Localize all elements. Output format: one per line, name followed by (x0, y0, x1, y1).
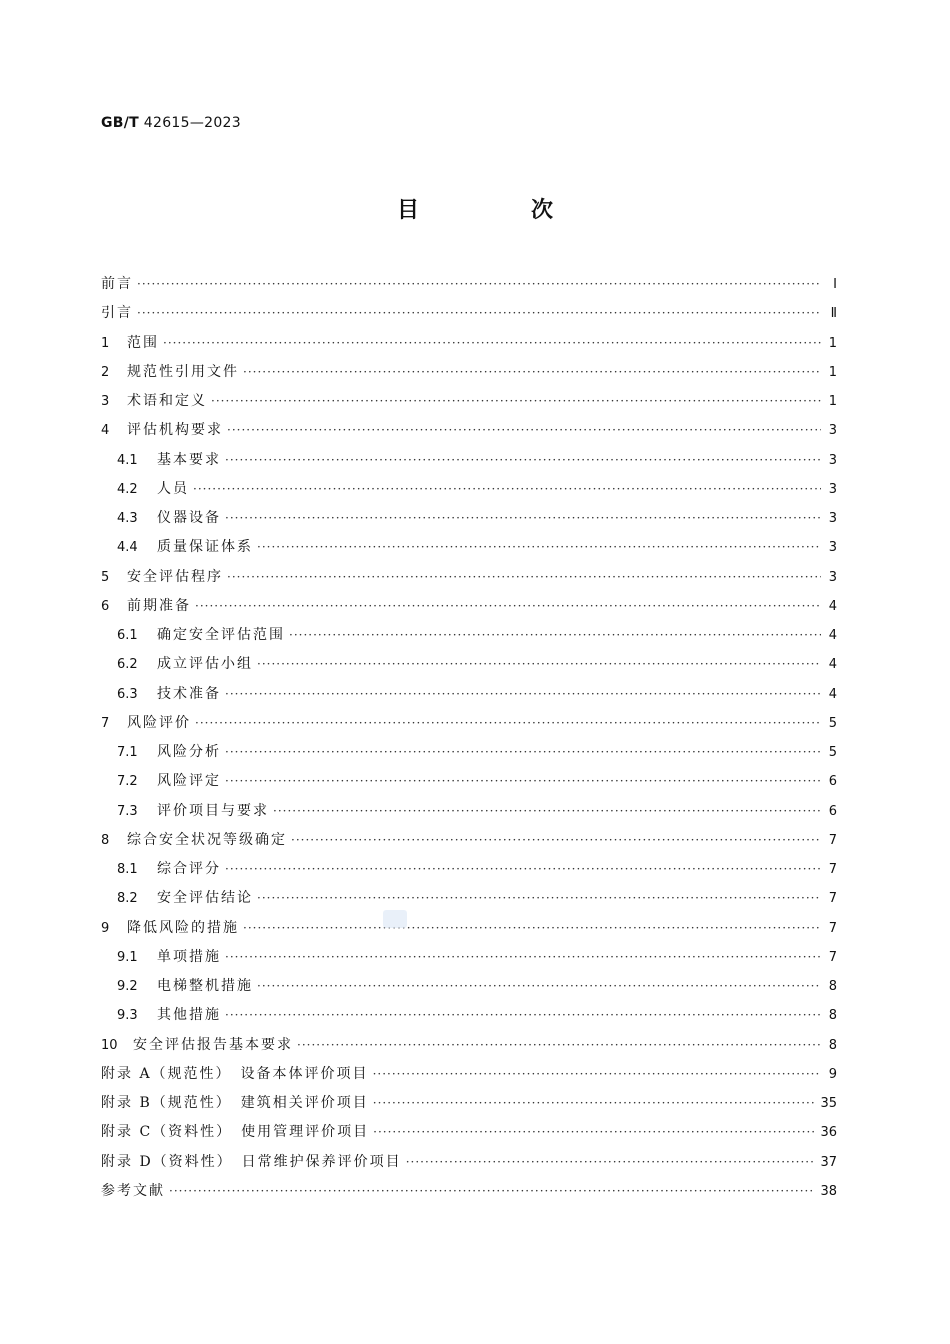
toc-entry-label: 附录 B（规范性） 建筑相关评价项目 (101, 1095, 369, 1111)
toc-entry-page: 5 (828, 715, 837, 731)
toc-entry-page: 4 (828, 686, 837, 702)
toc-leader-dots (257, 650, 821, 679)
toc-entry-number: 5 (101, 569, 110, 585)
toc-entry-label: 风险评定 (157, 773, 221, 790)
toc-entry[interactable] (101, 826, 837, 855)
toc-leader-dots (225, 943, 821, 972)
toc-entry[interactable] (101, 1031, 837, 1060)
standard-prefix: GB/T (101, 115, 140, 131)
toc-entry-page: 8 (828, 979, 837, 994)
toc-entry-label: 安全评估报告基本要求 (133, 1036, 293, 1053)
toc-entry-number: 8.2 (117, 891, 138, 907)
toc-entry-number: 7.3 (117, 803, 138, 819)
table-of-contents (101, 270, 837, 1206)
toc-entry-label: 范围 (127, 334, 159, 351)
watermark-logo (383, 910, 407, 928)
toc-entry-page: 3 (828, 511, 837, 526)
toc-entry-page: 7 (828, 891, 837, 907)
toc-leader-dots (227, 416, 821, 445)
toc-entry-page: 3 (828, 423, 837, 439)
toc-leader-dots (211, 387, 821, 416)
toc-entry-number: 4 (101, 423, 110, 439)
toc-entry-page: 6 (828, 803, 837, 819)
toc-entry-page: 8 (828, 1008, 837, 1024)
toc-entry-label: 评估机构要求 (127, 422, 223, 439)
toc-leader-dots (225, 1001, 821, 1030)
toc-entry-page: 37 (820, 1154, 837, 1170)
toc-entry[interactable] (101, 709, 837, 738)
toc-leader-dots (273, 797, 821, 826)
toc-entry-number: 4.2 (117, 481, 138, 497)
toc-entry-page: 38 (820, 1183, 837, 1199)
toc-entry-number: 9.3 (117, 1008, 138, 1024)
toc-entry[interactable] (101, 680, 837, 709)
toc-leader-dots (297, 1031, 821, 1060)
toc-entry-number: 9 (101, 920, 110, 936)
toc-entry[interactable] (101, 387, 837, 416)
toc-entry-page: 1 (828, 364, 837, 380)
toc-entry-number: 9.1 (117, 949, 138, 965)
toc-leader-dots (257, 972, 821, 1001)
toc-entry[interactable] (101, 1177, 837, 1206)
toc-leader-dots (137, 270, 821, 299)
toc-entry-page: 4 (828, 598, 837, 614)
toc-entry-page: 1 (828, 335, 837, 351)
toc-entry-label: 评价项目与要求 (157, 802, 269, 819)
toc-leader-dots (225, 738, 821, 767)
toc-entry[interactable] (101, 358, 837, 387)
toc-entry-number: 3 (101, 394, 110, 409)
toc-entry-label: 风险分析 (157, 744, 221, 760)
toc-entry-number: 8.1 (117, 862, 138, 877)
toc-entry-label: 前言 (101, 276, 133, 292)
toc-entry-page: 36 (820, 1125, 837, 1141)
toc-entry-label: 前期准备 (127, 597, 191, 614)
toc-entry-page: 6 (828, 774, 837, 790)
toc-entry[interactable] (101, 1118, 837, 1147)
toc-entry-page: 35 (820, 1096, 837, 1111)
toc-entry-page: 3 (828, 569, 837, 585)
toc-entry-label: 电梯整机措施 (157, 978, 253, 994)
toc-entry-label: 质量保证体系 (157, 539, 253, 556)
toc-entry-number: 4.1 (117, 452, 138, 468)
standard-code: 42615—2023 (143, 115, 241, 131)
toc-entry-label: 降低风险的措施 (127, 919, 239, 936)
toc-entry[interactable] (101, 621, 837, 650)
toc-entry-number: 1 (101, 335, 110, 351)
toc-entry-number: 7.1 (117, 745, 138, 760)
toc-entry-number: 2 (101, 364, 110, 380)
toc-entry[interactable] (101, 446, 837, 475)
toc-entry-label: 综合安全状况等级确定 (127, 831, 287, 848)
toc-entry[interactable] (101, 299, 837, 328)
toc-entry[interactable] (101, 943, 837, 972)
toc-entry-number: 6 (101, 598, 110, 614)
toc-leader-dots (225, 855, 821, 884)
toc-entry-page: 9 (828, 1066, 837, 1082)
toc-entry-page: 5 (828, 745, 837, 760)
toc-entry-number: 9.2 (117, 979, 138, 994)
toc-entry-label: 技术准备 (157, 685, 221, 702)
toc-entry[interactable] (101, 475, 837, 504)
toc-entry[interactable] (101, 1089, 837, 1118)
toc-entry[interactable] (101, 738, 837, 767)
toc-entry-label: 附录 D（资料性） 日常维护保养评价项目 (101, 1153, 402, 1170)
toc-entry[interactable] (101, 767, 837, 796)
toc-leader-dots (137, 299, 821, 328)
toc-entry-number: 7.2 (117, 774, 138, 790)
toc-entry-label: 附录 A（规范性） 设备本体评价项目 (101, 1065, 369, 1082)
toc-entry-page: 3 (828, 481, 837, 497)
toc-entry-label: 仪器设备 (157, 510, 221, 526)
toc-entry-page: Ⅱ (830, 306, 837, 322)
toc-entry-number: 10 (101, 1037, 118, 1053)
toc-leader-dots (289, 621, 821, 650)
toc-leader-dots (227, 563, 821, 592)
toc-entry[interactable] (101, 972, 837, 1001)
toc-entry-label: 单项措施 (157, 948, 221, 965)
toc-entry-number: 6.3 (117, 686, 138, 702)
toc-leader-dots (243, 358, 821, 387)
page-title: 目 次 (396, 198, 598, 223)
toc-entry[interactable] (101, 855, 837, 884)
toc-entry[interactable] (101, 884, 837, 913)
toc-entry-page: 4 (828, 657, 837, 673)
toc-entry-label: 成立评估小组 (157, 656, 253, 673)
toc-leader-dots (291, 826, 821, 855)
toc-leader-dots (257, 533, 821, 562)
toc-entry[interactable] (101, 592, 837, 621)
toc-entry[interactable] (101, 533, 837, 562)
toc-entry-number: 6.1 (117, 628, 138, 643)
toc-leader-dots (195, 709, 821, 738)
toc-leader-dots (225, 446, 821, 475)
toc-leader-dots (195, 592, 821, 621)
toc-leader-dots (163, 329, 821, 358)
standard-number (101, 113, 241, 133)
toc-entry[interactable] (101, 504, 837, 533)
toc-entry-label: 综合评分 (157, 861, 221, 877)
toc-leader-dots (373, 1118, 814, 1147)
toc-entry-label: 风险评价 (127, 714, 191, 731)
toc-leader-dots (373, 1060, 821, 1089)
toc-leader-dots (169, 1177, 814, 1206)
toc-leader-dots (243, 914, 821, 943)
toc-entry-page: 7 (828, 832, 837, 848)
toc-entry-page: 1 (828, 394, 837, 409)
toc-leader-dots (373, 1089, 815, 1118)
toc-entry[interactable] (101, 797, 837, 826)
toc-entry-page: 7 (828, 949, 837, 965)
toc-entry-label: 人员 (157, 480, 189, 497)
toc-entry-label: 基本要求 (157, 451, 221, 468)
toc-entry-number: 8 (101, 832, 110, 848)
toc-entry-number: 4.4 (117, 540, 138, 556)
toc-entry-label: 附录 C（资料性） 使用管理评价项目 (101, 1124, 370, 1141)
toc-entry[interactable] (101, 1001, 837, 1030)
toc-entry[interactable] (101, 563, 837, 592)
toc-leader-dots (406, 1148, 815, 1177)
toc-entry-label: 安全评估程序 (127, 568, 223, 585)
toc-entry-label: 引言 (101, 305, 133, 322)
toc-entry-number: 7 (101, 715, 110, 731)
toc-entry[interactable] (101, 270, 837, 299)
toc-entry-label: 规范性引用文件 (127, 363, 239, 380)
toc-entry-page: 3 (828, 540, 837, 556)
toc-entry[interactable] (101, 914, 837, 943)
toc-entry[interactable] (101, 650, 837, 679)
toc-entry-page: Ⅰ (833, 277, 837, 292)
toc-entry-page: 7 (828, 920, 837, 936)
toc-entry-page: 8 (828, 1037, 837, 1053)
toc-entry[interactable] (101, 1148, 837, 1177)
toc-leader-dots (193, 475, 821, 504)
toc-entry-label: 确定安全评估范围 (157, 627, 285, 643)
toc-leader-dots (225, 680, 821, 709)
toc-entry-label: 安全评估结论 (157, 890, 253, 907)
toc-leader-dots (225, 504, 821, 533)
toc-entry[interactable] (101, 1060, 837, 1089)
toc-entry-number: 4.3 (117, 511, 138, 526)
toc-entry-label: 其他措施 (157, 1007, 221, 1024)
toc-entry[interactable] (101, 329, 837, 358)
toc-entry-number: 6.2 (117, 657, 138, 673)
toc-entry-page: 7 (828, 862, 837, 877)
toc-entry[interactable] (101, 416, 837, 445)
toc-entry-label: 术语和定义 (127, 393, 207, 409)
toc-entry-page: 4 (828, 628, 837, 643)
toc-leader-dots (225, 767, 821, 796)
toc-entry-label: 参考文献 (101, 1182, 165, 1199)
toc-entry-page: 3 (828, 452, 837, 468)
toc-leader-dots (257, 884, 821, 913)
